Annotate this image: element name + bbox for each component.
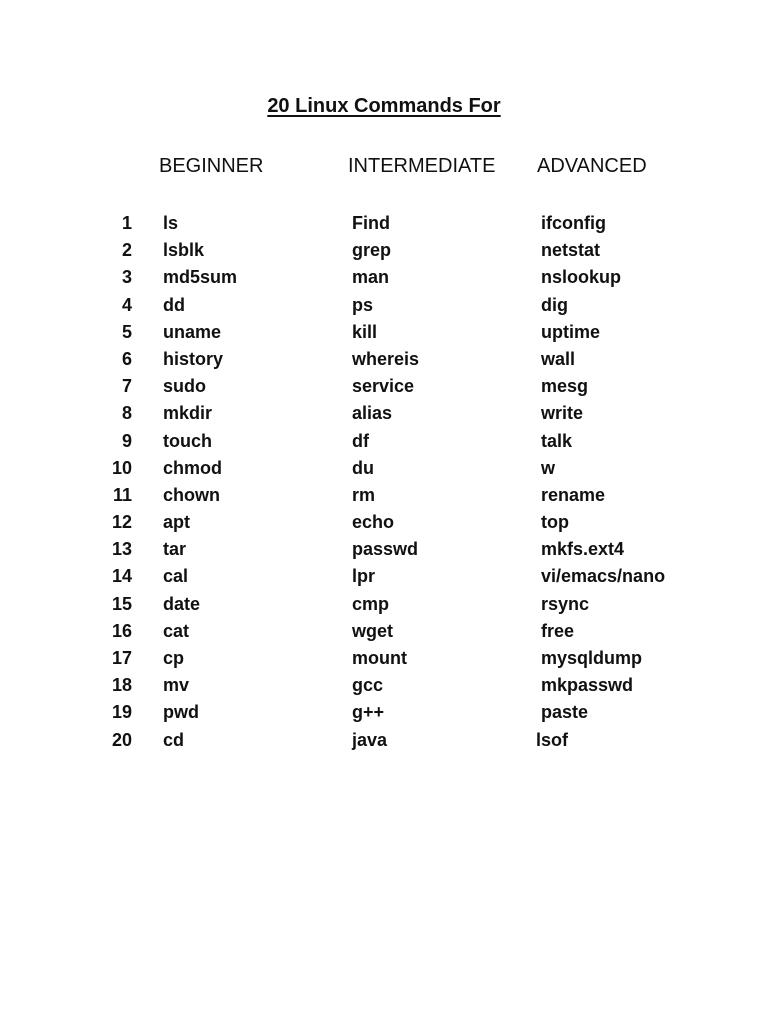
advanced-command: lsof	[536, 729, 569, 750]
table-row	[0, 563, 768, 590]
advanced-command: rename	[541, 484, 606, 505]
intermediate-command: alias	[352, 403, 393, 424]
command-table	[0, 210, 768, 754]
table-row	[0, 509, 768, 536]
intermediate-command: rm	[352, 484, 376, 505]
advanced-command: paste	[541, 702, 589, 723]
intermediate-command: wget	[352, 620, 394, 641]
intermediate-command: kill	[352, 321, 378, 342]
intermediate-command: g++	[352, 702, 385, 723]
beginner-command: dd	[163, 294, 185, 315]
intermediate-command: passwd	[352, 539, 419, 560]
row-number: 7	[121, 376, 132, 397]
intermediate-command: cmp	[352, 593, 390, 614]
table-row	[0, 237, 768, 264]
advanced-command: mesg	[541, 376, 589, 397]
intermediate-command: echo	[352, 512, 395, 533]
column-header-beginner: BEGINNER	[159, 155, 264, 177]
beginner-command: cd	[163, 729, 185, 750]
beginner-command: md5sum	[163, 267, 238, 288]
row-number: 13	[111, 539, 132, 560]
row-number: 3	[121, 267, 132, 288]
beginner-command: cal	[163, 566, 189, 587]
row-number: 2	[121, 240, 132, 261]
advanced-command: w	[541, 457, 556, 478]
beginner-command: pwd	[163, 702, 199, 723]
row-number: 9	[121, 430, 132, 451]
advanced-command: talk	[541, 430, 573, 451]
intermediate-command: gcc	[352, 675, 384, 696]
advanced-command: mkfs.ext4	[541, 539, 625, 560]
intermediate-command: df	[352, 430, 369, 451]
intermediate-command: man	[352, 267, 390, 288]
table-row	[0, 373, 768, 400]
advanced-command: dig	[541, 294, 568, 315]
column-header-intermediate: INTERMEDIATE	[348, 155, 496, 177]
advanced-command: top	[541, 512, 569, 533]
table-row	[0, 672, 768, 699]
beginner-command: touch	[163, 430, 212, 451]
beginner-command: chown	[163, 484, 220, 505]
beginner-command: mkdir	[163, 403, 213, 424]
beginner-command: uname	[163, 321, 222, 342]
table-row	[0, 727, 768, 754]
advanced-command: free	[541, 620, 575, 641]
advanced-command: ifconfig	[541, 213, 606, 233]
page-title: 20 Linux Commands For	[267, 95, 501, 117]
advanced-command: vi/emacs/nano	[541, 566, 666, 587]
advanced-command: uptime	[541, 321, 601, 342]
row-number: 19	[111, 702, 132, 723]
beginner-command: history	[163, 348, 224, 369]
row-number: 16	[111, 620, 132, 641]
row-number: 18	[111, 675, 132, 696]
advanced-command: netstat	[541, 240, 601, 261]
intermediate-command: grep	[352, 240, 392, 261]
table-row	[0, 645, 768, 672]
beginner-command: apt	[163, 512, 190, 533]
table-row	[0, 699, 768, 726]
row-number: 14	[111, 566, 132, 587]
beginner-command: chmod	[163, 457, 223, 478]
table-row	[0, 292, 768, 319]
beginner-command: cat	[163, 620, 190, 641]
intermediate-command: ps	[352, 294, 374, 315]
beginner-command: ls	[163, 213, 179, 233]
row-number: 6	[121, 348, 132, 369]
row-number: 4	[121, 294, 132, 315]
intermediate-command: mount	[352, 648, 407, 668]
row-number: 8	[121, 403, 132, 424]
intermediate-command: whereis	[352, 348, 420, 369]
advanced-command: wall	[541, 348, 576, 369]
intermediate-command: java	[352, 729, 388, 750]
table-row	[0, 210, 768, 237]
table-row	[0, 319, 768, 346]
row-number: 15	[111, 593, 132, 614]
advanced-command: nslookup	[541, 267, 621, 288]
beginner-command: mv	[163, 675, 190, 696]
row-number: 10	[111, 457, 132, 478]
advanced-command: mysqldump	[541, 648, 643, 668]
intermediate-command: lpr	[352, 566, 376, 587]
advanced-command: write	[541, 403, 584, 424]
advanced-command: rsync	[541, 593, 590, 614]
row-number: 12	[111, 512, 132, 533]
beginner-command: date	[163, 593, 201, 614]
intermediate-command: service	[352, 376, 415, 397]
row-number: 5	[121, 321, 132, 342]
table-row	[0, 400, 768, 427]
beginner-command: sudo	[163, 376, 206, 397]
row-number: 11	[112, 484, 132, 505]
row-number: 17	[111, 648, 132, 668]
table-row	[0, 455, 768, 482]
intermediate-command: du	[352, 457, 374, 478]
advanced-command: mkpasswd	[541, 675, 634, 696]
table-row	[0, 428, 768, 455]
beginner-command: lsblk	[163, 240, 205, 261]
table-row	[0, 264, 768, 291]
column-header-advanced: ADVANCED	[537, 155, 647, 177]
beginner-command: cp	[163, 648, 185, 668]
table-row	[0, 346, 768, 373]
row-number: 1	[121, 213, 132, 233]
beginner-command: tar	[163, 539, 187, 560]
table-row	[0, 482, 768, 509]
table-row	[0, 591, 768, 618]
intermediate-command: Find	[352, 213, 390, 233]
row-number: 20	[111, 729, 132, 750]
table-row	[0, 618, 768, 645]
table-row	[0, 536, 768, 563]
